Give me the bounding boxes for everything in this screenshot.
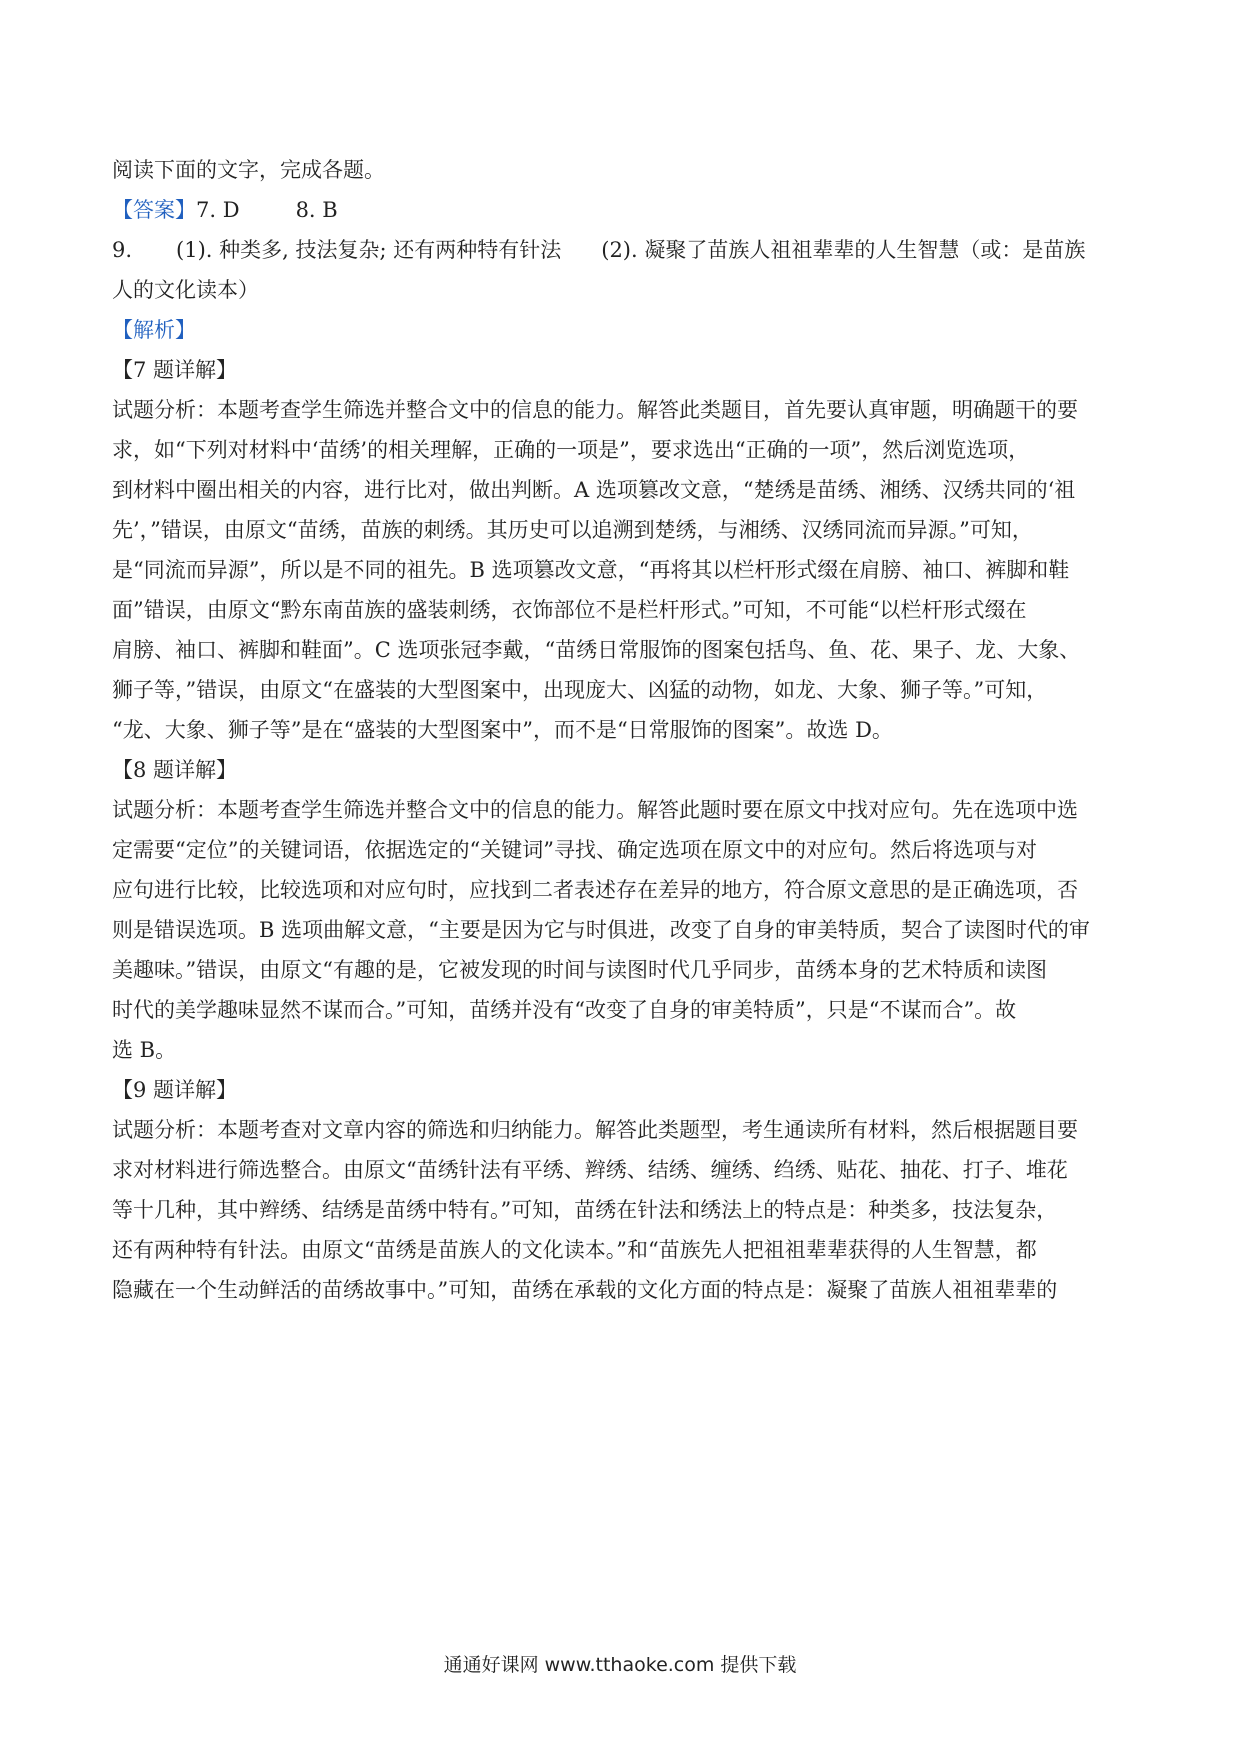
answer-q7: 7. D [196,198,240,222]
answer-q8: 8. B [295,198,338,222]
q9-part2-line1: (2). 凝聚了苗族人祖祖辈辈的人生智慧（或：是苗族 [601,238,1086,262]
document-body [112,150,1132,1310]
analysis-label: 【解析】 [112,318,196,342]
text-line: 先’，”错误，由原文“苗绣，苗族的刺绣。其历史可以追溯到楚绣，与湘绣、汉绣同流而异源。”可知， [112,518,1033,542]
intro-text: 阅读下面的文字，完成各题。 [112,158,385,182]
section-9-body [112,1110,1132,1310]
text-line: 是“同流而异源”，所以是不同的祖先。B 选项篡改文意，“再将其以栏杆形式缀在肩膀、袖口、裤脚和鞋 [112,558,1070,582]
text-line: 试题分析：本题考查学生筛选并整合文中的信息的能力。解答此题时要在原文中找对应句。先在选项中选 [112,798,1078,822]
text-line: 定需要“定位”的关键词语，依据选定的“关键词”寻找、确定选项在原文中的对应句。然后将选项与对 [112,838,1037,862]
text-line: 试题分析：本题考查学生筛选并整合文中的信息的能力。解答此类题目，首先要认真审题，明确题干的要 [112,398,1078,422]
text-line: 肩膀、袖口、裤脚和鞋面”。C 选项张冠李戴，“苗绣日常服饰的图案包括鸟、鱼、花、果子、龙、大象、 [112,638,1081,662]
page-footer: 通通好课网 www.tthaoke.com 提供下载 [443,1654,797,1676]
text-line: 等十几种，其中辫绣、结绣是苗绣中特有。”可知，苗绣在针法和绣法上的特点是：种类多，技法复杂， [112,1198,1058,1222]
text-line: 试题分析：本题考查对文章内容的筛选和归纳能力。解答此类题型，考生通读所有材料，然后根据题目要 [112,1118,1078,1142]
text-line: 选 B。 [112,1038,177,1062]
q9-answer-line [112,230,1132,270]
text-line: 求对材料进行筛选整合。由原文“苗绣针法有平绣、辫绣、结绣、缠绣、绉绣、贴花、抽花、打子、堆花 [112,1158,1068,1182]
answer-label: 【答案】 [112,198,196,222]
q9-part1: (1). 种类多, 技法复杂; 还有两种特有针法 [176,238,562,262]
q9-number: 9. [112,238,133,262]
text-line: “龙、大象、狮子等”是在“盛装的大型图案中”，而不是“日常服饰的图案”。故选 D。 [112,718,893,742]
section-8-body [112,790,1132,1070]
text-line: 隐藏在一个生动鲜活的苗绣故事中。”可知，苗绣在承载的文化方面的特点是：凝聚了苗族人祖祖辈辈的 [112,1278,1058,1302]
section-8-title: 【8 题详解】 [112,758,238,782]
section-9-title: 【9 题详解】 [112,1078,238,1102]
text-line: 面”错误，由原文“黔东南苗族的盛装刺绣，衣饰部位不是栏杆形式。”可知，不可能“以栏杆形式缀在 [112,598,1027,622]
text-line: 应句进行比较，比较选项和对应句时，应找到二者表述存在差异的地方，符合原文意思的是正确选项，否 [112,878,1078,902]
q9-answer-cont: 人的文化读本） [112,278,259,302]
text-line: 美趣味。”错误，由原文“有趣的是，它被发现的时间与读图时代几乎同步，苗绣本身的艺术特质和读图 [112,958,1047,982]
answer-line [112,190,1132,230]
text-line: 到材料中圈出相关的内容，进行比对，做出判断。A 选项篡改文意，“楚绣是苗绣、湘绣、汉绣共同的‘祖 [112,478,1076,502]
text-line: 狮子等，”错误，由原文“在盛装的大型图案中，出现庞大、凶猛的动物，如龙、大象、狮子等。”可知， [112,678,1048,702]
text-line: 则是错误选项。B 选项曲解文意，“主要是因为它与时俱进，改变了自身的审美特质，契合了读图时代的审 [112,918,1090,942]
section-7-body [112,390,1132,750]
text-line: 时代的美学趣味显然不谋而合。”可知，苗绣并没有“改变了自身的审美特质”，只是“不谋而合”。故 [112,998,1017,1022]
text-line: 求，如“下列对材料中‘苗绣’的相关理解，正确的一项是”，要求选出“正确的一项”，然后浏览选项， [112,438,1030,462]
text-line: 还有两种特有针法。由原文“苗绣是苗族人的文化读本。”和“苗族先人把祖祖辈辈获得的人生智慧，都 [112,1238,1037,1262]
section-7-title: 【7 题详解】 [112,358,238,382]
